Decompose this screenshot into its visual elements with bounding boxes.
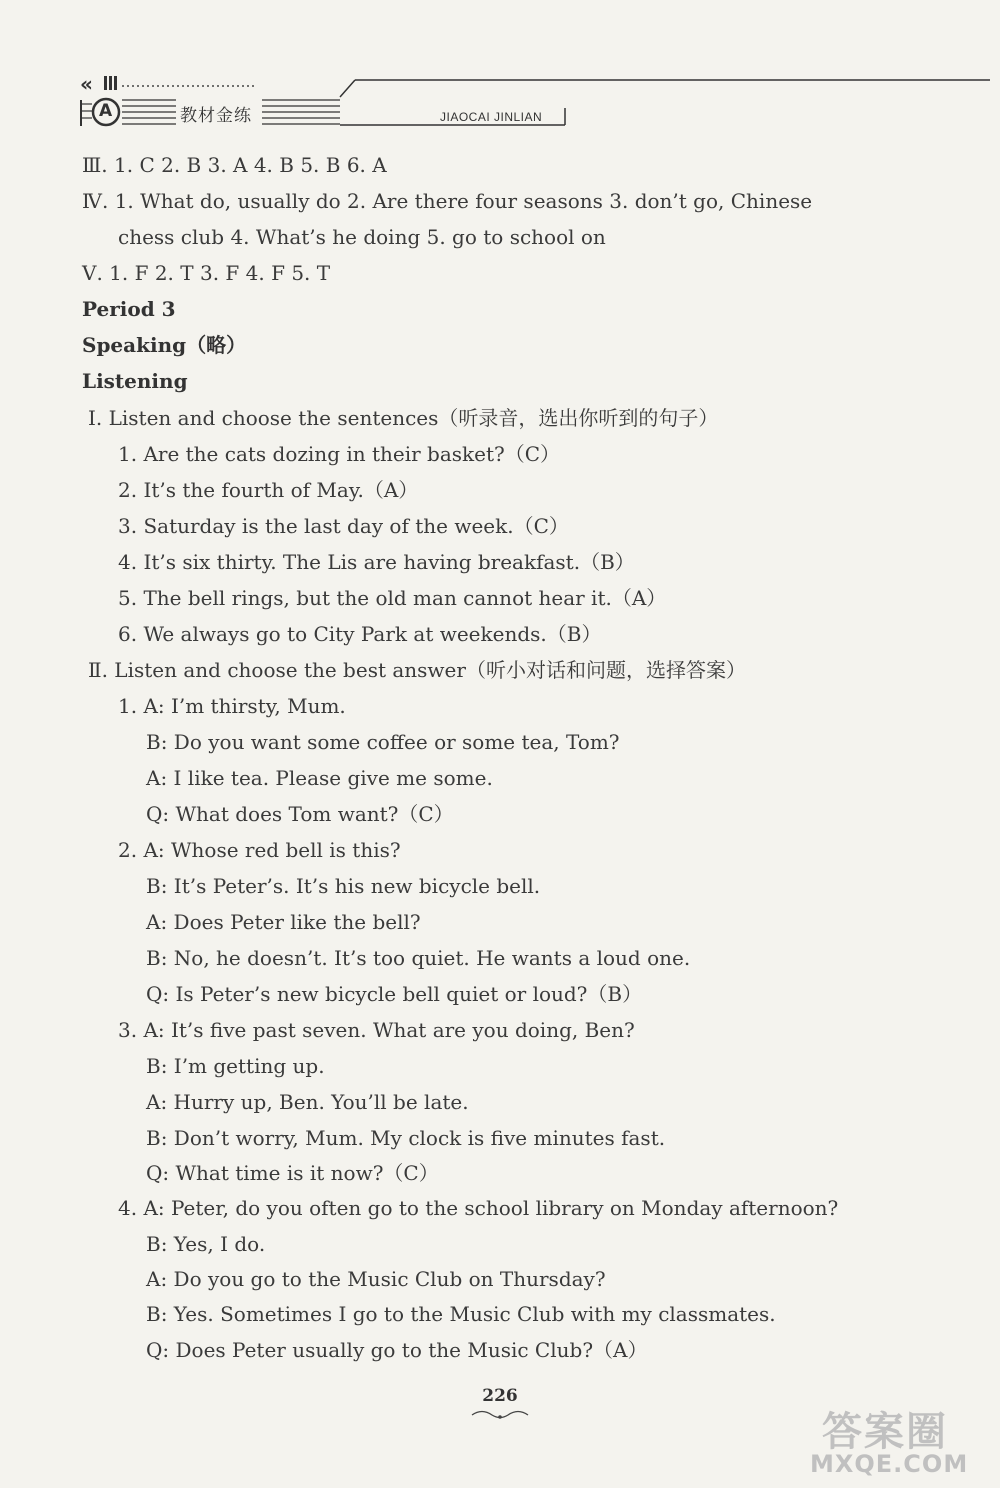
answer-line-section-3: Ⅲ. 1. C 2. B 3. A 4. B 5. B 6. A xyxy=(82,153,387,177)
watermark xyxy=(810,1400,990,1480)
svg-text:«: « xyxy=(80,72,93,96)
listening-part-1-title: Ⅰ. Listen and choose the sentences（听录音，选出你听到的句子） xyxy=(88,406,719,430)
book-title-cn: 教材金练 xyxy=(180,106,252,126)
dialogue-line: B: I’m getting up. xyxy=(146,1054,325,1078)
speaking-heading: Speaking（略） xyxy=(82,333,247,357)
dialogue-line: A: Does Peter like the bell? xyxy=(146,910,421,934)
dialogue-question: Q: Does Peter usually go to the Music Club?（A） xyxy=(146,1338,648,1362)
list-item: 3. Saturday is the last day of the week.（C） xyxy=(118,514,569,538)
dialogue-question: Q: Is Peter’s new bicycle bell quiet or loud?（B） xyxy=(146,982,643,1006)
dialogue-line: B: No, he doesn’t. It’s too quiet. He wants a loud one. xyxy=(146,946,691,970)
dialogue-line: A: Hurry up, Ben. You’ll be late. xyxy=(146,1090,469,1114)
dialogue-line: B: It’s Peter’s. It’s his new bicycle bell. xyxy=(146,874,541,898)
page-number: 226 xyxy=(482,1386,518,1406)
dialogue-line: A: Do you go to the Music Club on Thursday? xyxy=(146,1267,606,1291)
watermark-title: 答案圈 xyxy=(822,1409,948,1455)
listening-heading: Listening xyxy=(82,369,188,393)
dialogue-question: Q: What does Tom want?（C） xyxy=(146,802,454,826)
dialogue-line: 1. A: I’m thirsty, Mum. xyxy=(118,694,346,718)
dialogue-line: B: Do you want some coffee or some tea, Tom? xyxy=(146,730,620,754)
listening-part-2-title: Ⅱ. Listen and choose the best answer（听小对话和问题，选择答案） xyxy=(88,658,746,682)
list-item: 2. It’s the fourth of May.（A） xyxy=(118,478,419,502)
answer-line-section-4: Ⅳ. 1. What do, usually do 2. Are there four seasons 3. don’t go, Chinese xyxy=(82,189,813,213)
watermark-url: MXQE.COM xyxy=(810,1450,969,1478)
dialogue-line: A: I like tea. Please give me some. xyxy=(146,766,493,790)
footer-ornament-icon xyxy=(468,1408,532,1422)
badge-letter: A xyxy=(99,101,113,121)
answer-line-section-4-cont: chess club 4. What’s he doing 5. go to school on xyxy=(118,225,606,249)
dialogue-line: 3. A: It’s five past seven. What are you doing, Ben? xyxy=(118,1018,635,1042)
dialogue-line: 2. A: Whose red bell is this? xyxy=(118,838,401,862)
list-item: 6. We always go to City Park at weekends.（B） xyxy=(118,622,602,646)
period-heading: Period 3 xyxy=(82,297,176,321)
list-item: 5. The bell rings, but the old man cannot hear it.（A） xyxy=(118,586,667,610)
page-header xyxy=(0,0,1000,135)
book-title-en: JIAOCAI JINLIAN xyxy=(440,110,543,124)
dialogue-question: Q: What time is it now?（C） xyxy=(146,1161,439,1185)
dialogue-line: B: Yes. Sometimes I go to the Music Club with my classmates. xyxy=(146,1302,776,1326)
list-item: 4. It’s six thirty. The Lis are having breakfast.（B） xyxy=(118,550,635,574)
dialogue-line: 4. A: Peter, do you often go to the school library on Monday afternoon? xyxy=(118,1196,839,1220)
list-item: 1. Are the cats dozing in their basket?（C） xyxy=(118,442,561,466)
dialogue-line: B: Don’t worry, Mum. My clock is five minutes fast. xyxy=(146,1126,666,1150)
answer-line-section-5: Ⅴ. 1. F 2. T 3. F 4. F 5. T xyxy=(82,261,331,285)
dialogue-line: B: Yes, I do. xyxy=(146,1232,266,1256)
